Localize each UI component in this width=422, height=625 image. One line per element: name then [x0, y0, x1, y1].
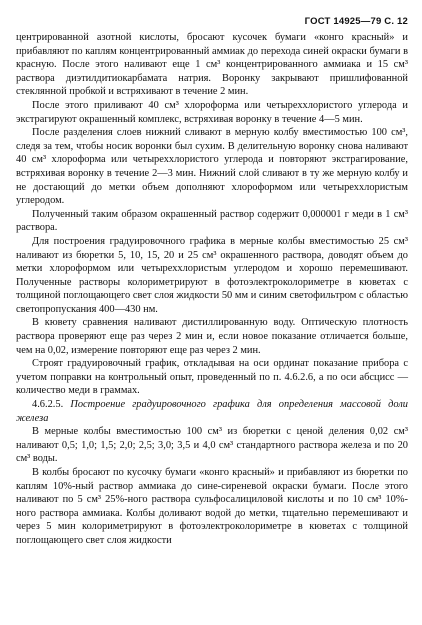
paragraph: Строят градуировочный график, откладывая на оси ординат показание прибора с учетом поправки на контрольный опыт, проведенный по п. 4.6.2.6, а по оси абсцисс — количество меди в граммах.	[16, 358, 408, 397]
section-number: 4.6.2.5.	[32, 399, 64, 411]
paragraph: После этого приливают 40 см³ хлороформа или четыреххлористого углерода и экстрагируют окрашенный комплекс, встряхивая воронку в течение 4—5 мин.	[16, 99, 408, 125]
paragraph: центрированной азотной кислоты, бросают кусочек бумаги «конго красный» и прибавляют по каплям концентрированный аммиак до перехода синей окраски бумаги в красную. После этого наливают еще 1 см³ концентрированного аммиака и 15 см³ раствора диэтилдитиокарбамата натрия. Воронку закрывают пришлифованной стеклянной пробкой и встряхивают в течение 2 мин.	[16, 32, 408, 98]
section-title: Построение градуировочного графика для определения массовой доли железа	[16, 399, 408, 424]
document-page	[16, 16, 408, 548]
paragraph: В мерные колбы вместимостью 100 см³ из бюретки с ценой деления 0,02 см³ наливают 0,5; 1,0; 1,5; 2,0; 2,5; 3,0; 3,5 и 4,0 см³ стандартного раствора железа и по 20 см³ воды.	[16, 426, 408, 465]
section-heading	[16, 398, 408, 425]
paragraph: Полученный таким образом окрашенный раствор содержит 0,000001 г меди в 1 см³ раствора.	[16, 208, 408, 234]
paragraph: В кювету сравнения наливают дистиллированную воду. Оптическую плотность раствора проверяют еще раз через 2 мин и, если новое показание отличается больше, чем на 0,02, измерение повторяют еще раз через 2 мин.	[16, 317, 408, 356]
paragraph: В колбы бросают по кусочку бумаги «конго красный» и прибавляют из бюретки по каплям 10%-ный раствор аммиака до сине-сиреневой окраски бумаги. После этого наливают по 5 см³ 25%-ного раствора сульфосалициловой кислоты и по 10 см³ 10%-ного раствора аммиака. Колбы доливают водой до метки, тщательно перемешивают и через 5 мин колориметрируют в фотоэлектроколориметре в кюветах с толщиной поглощающего свет слоя жидкости	[16, 467, 408, 546]
paragraph: После разделения слоев нижний сливают в мерную колбу вместимостью 100 см³, следя за тем, чтобы носик воронки был сухим. В делительную воронку снова наливают 40 см³ хлороформа или четыреххлористого углерода и повторяют экстрагирование, встряхивая воронку в течение 2—3 мин. Нижний слой сливают в ту же мерную колбу и не достающий до метки объем дополняют хлороформом или четыреххлористым углеродом.	[16, 127, 408, 207]
page-header: ГОСТ 14925—79 С. 12	[304, 16, 408, 27]
paragraph: Для построения градуировочного графика в мерные колбы вместимостью 25 см³ наливают из бюретки 5, 10, 15, 20 и 25 см³ окрашенного раствора, доводят объем до метки хлороформом или четыреххлористым углеродом и хорошо перемешивают. Полученные растворы колориметрируют в фотоэлектроколориметре в кюветах с толщиной поглощающего свет слоя жидкости 50 мм и синим светофильтром с областью светопропускания 400—430 нм.	[16, 235, 408, 315]
